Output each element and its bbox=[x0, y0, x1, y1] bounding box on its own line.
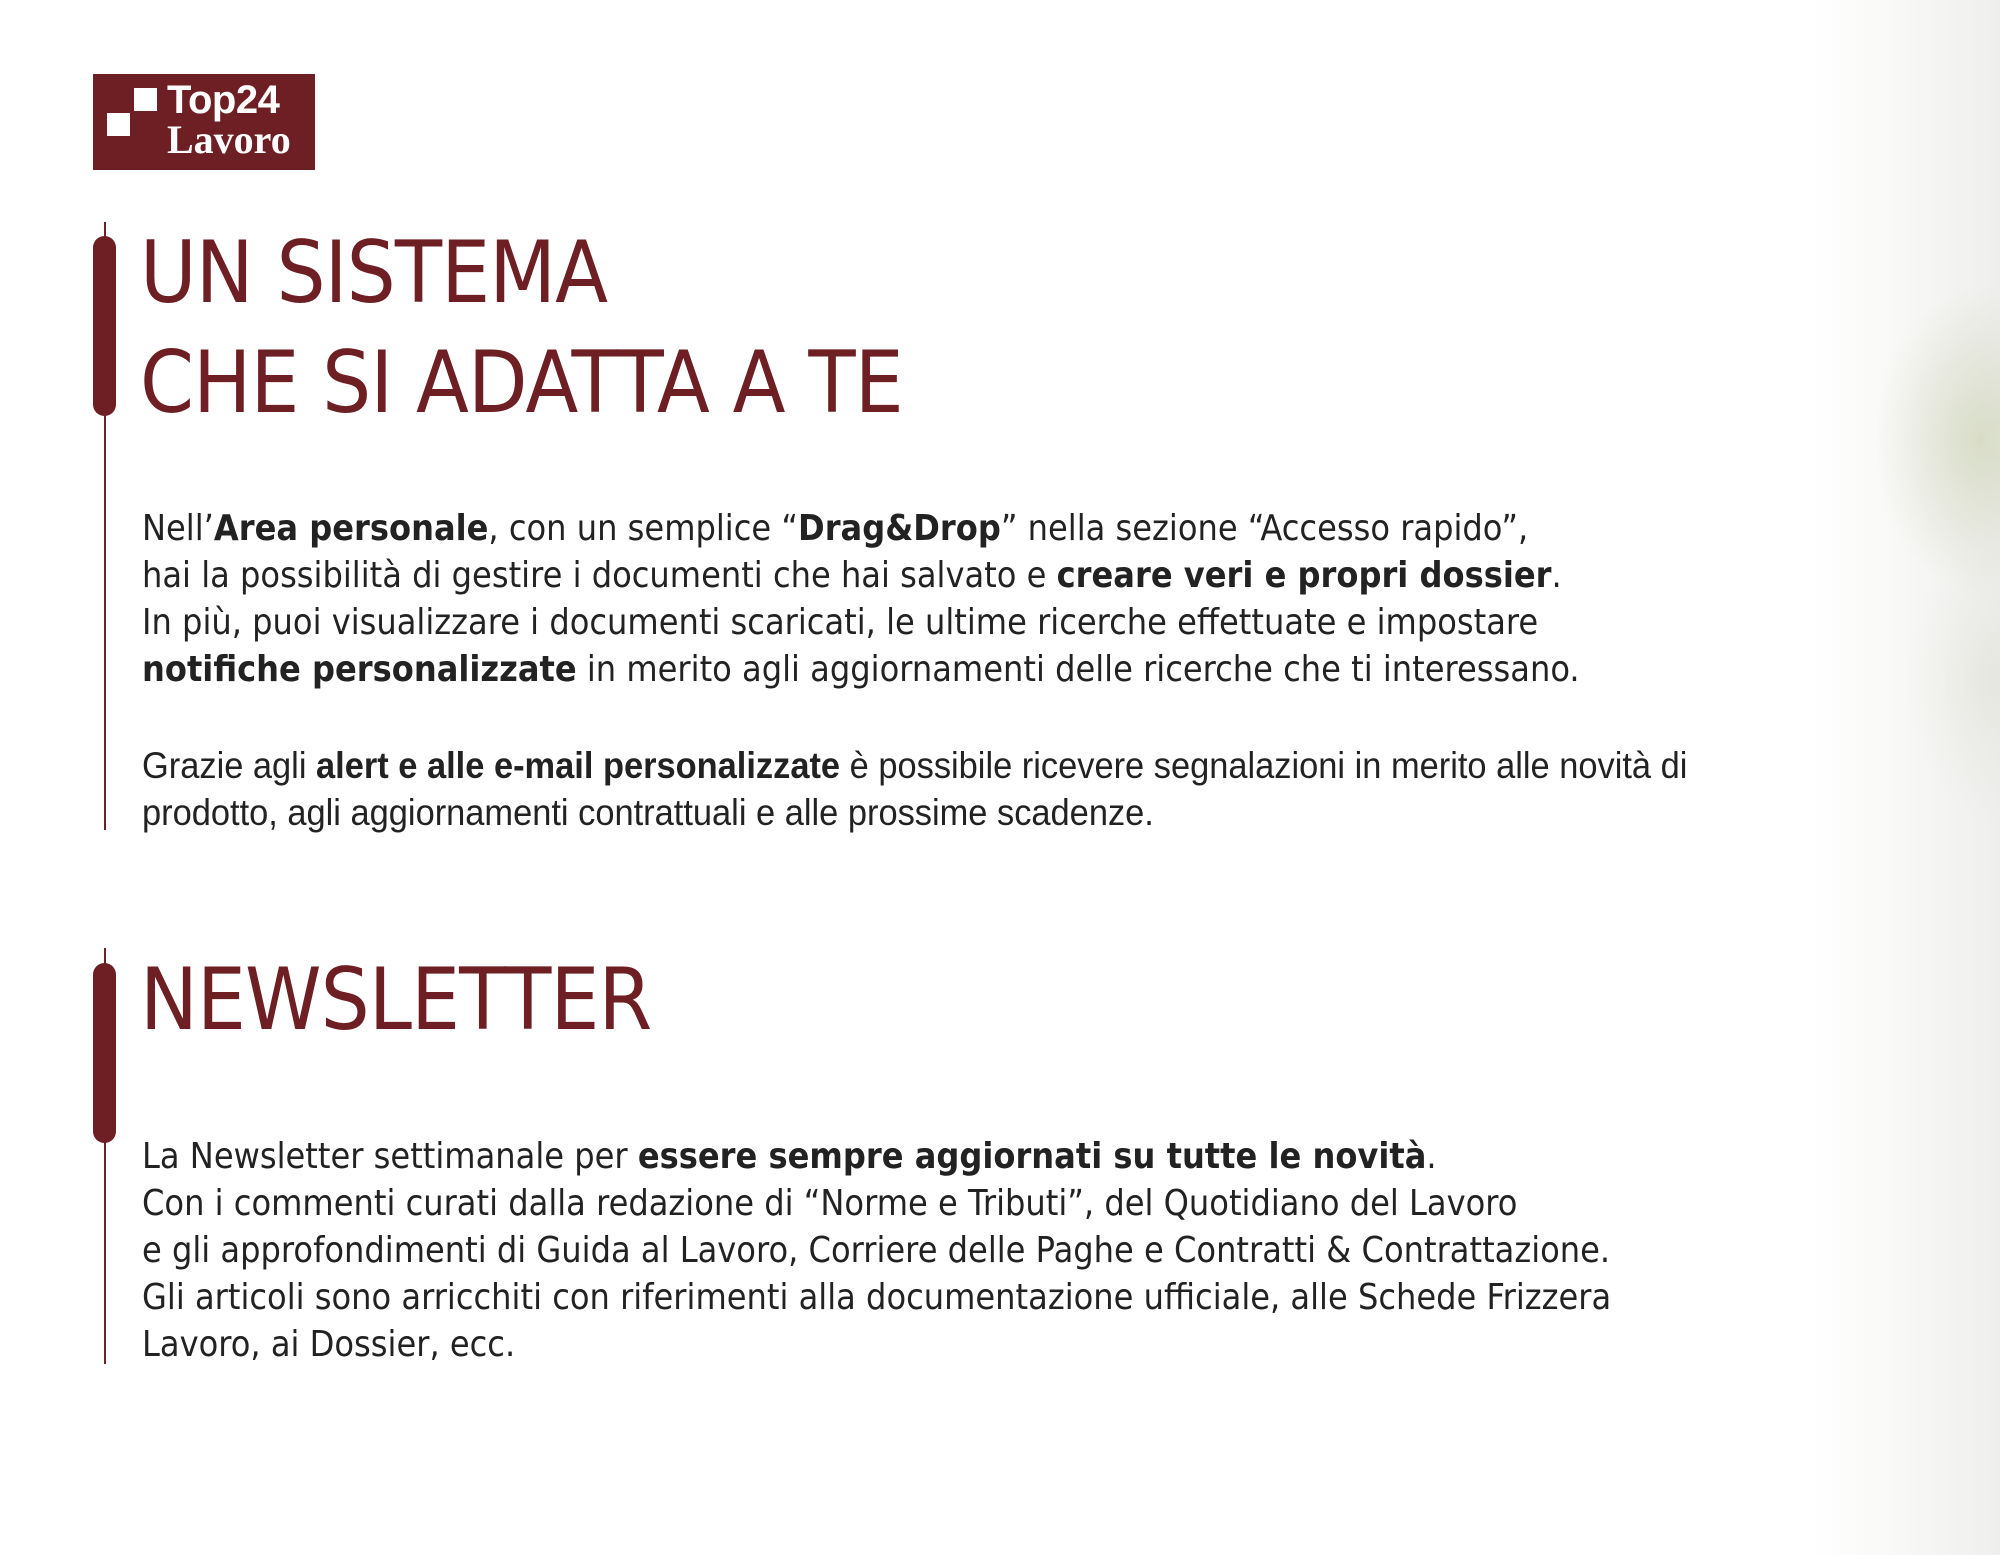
side-background-photo bbox=[1810, 0, 2000, 1555]
paragraph-line: notifiche personalizzate in merito agli aggiornamenti delle ricerche che ti interessano. bbox=[142, 649, 1580, 690]
paragraph-line: Nell’Area personale, con un semplice “Drag&Drop” nella sezione “Accesso rapido”, bbox=[142, 508, 1529, 549]
paragraph-line: hai la possibilità di gestire i documenti che hai salvato e creare veri e propri dossier. bbox=[142, 555, 1562, 596]
logo-text-line2: Lavoro bbox=[167, 117, 291, 162]
logo-checker-icon bbox=[107, 88, 157, 138]
paragraph-line: In più, puoi visualizzare i documenti scaricati, le ultime ricerche effettuate e impostare bbox=[142, 602, 1539, 643]
paragraph-line: La Newsletter settimanale per essere sempre aggiornati su tutte le novità. bbox=[142, 1136, 1437, 1177]
section1-paragraph1 bbox=[142, 505, 1580, 693]
section2-title: NEWSLETTER bbox=[140, 950, 652, 1050]
logo-text-line1: Top24 bbox=[167, 78, 280, 122]
paragraph-line: Gli articoli sono arricchiti con riferimenti alla documentazione ufficiale, alle Schede Frizzera bbox=[142, 1277, 1612, 1318]
paragraph-line: Con i commenti curati dalla redazione di “Norme e Tributi”, del Quotidiano del Lavoro bbox=[142, 1183, 1518, 1224]
paragraph-line: Grazie agli alert e alle e-mail personalizzate è possibile ricevere segnalazioni in merito alle novità di bbox=[142, 745, 1688, 786]
brand-logo bbox=[93, 74, 315, 170]
paragraph-line: e gli approfondimenti di Guida al Lavoro, Corriere delle Paghe e Contratti & Contrattazione. bbox=[142, 1230, 1611, 1271]
section1-accent-bar bbox=[93, 236, 116, 416]
paragraph-line: Lavoro, ai Dossier, ecc. bbox=[142, 1324, 516, 1365]
section1-paragraph2 bbox=[142, 742, 1687, 836]
section1-title: UN SISTEMA CHE SI ADATTA A TE bbox=[140, 223, 903, 433]
section2-accent-bar bbox=[93, 963, 116, 1143]
section2-paragraph bbox=[142, 1133, 1611, 1368]
paragraph-line: prodotto, agli aggiornamenti contrattuali e alle prossime scadenze. bbox=[142, 792, 1154, 833]
